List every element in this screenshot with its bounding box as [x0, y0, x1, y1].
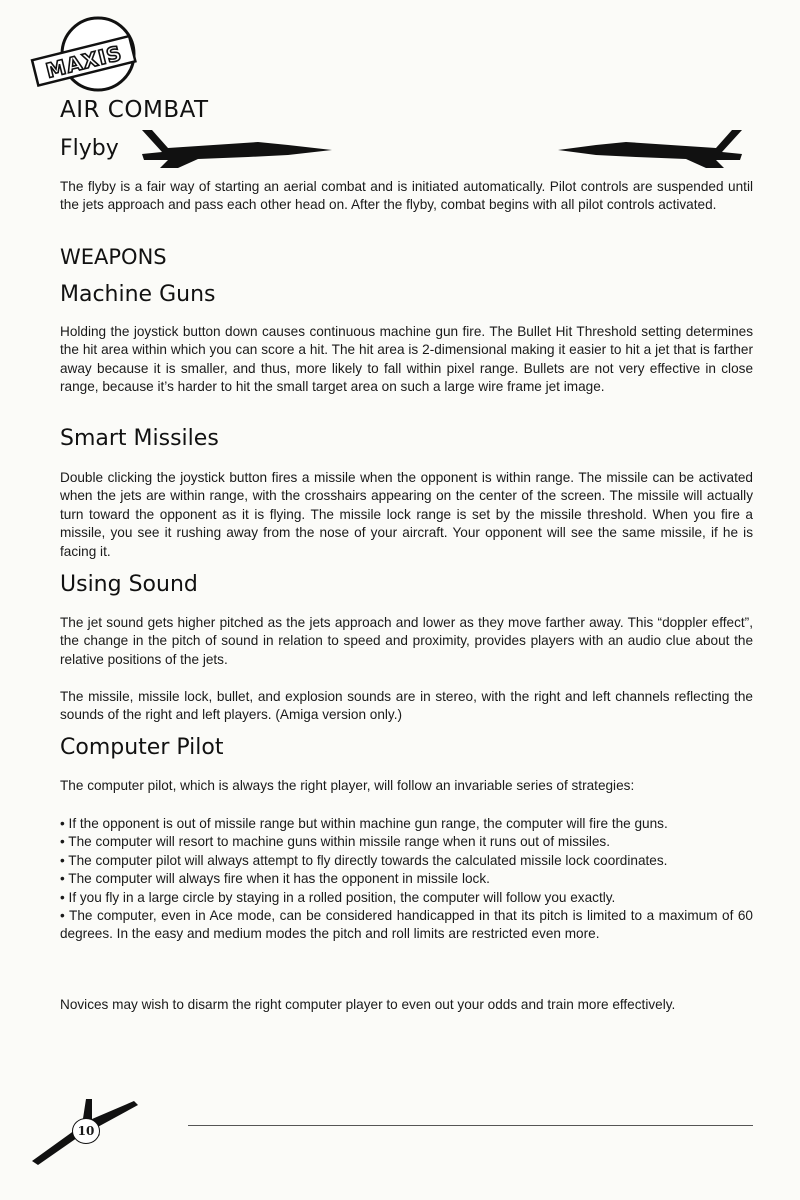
weapons-heading: WEAPONS	[60, 245, 167, 269]
list-item: • The computer will always fire when it has the opponent in missile lock.	[60, 871, 490, 887]
logo-text: MAXIS	[43, 40, 125, 83]
strategy-list	[60, 815, 753, 944]
list-item: • The computer, even in Ace mode, can be considered handicapped in that its pitch is limited to a maximum of 60 degrees. In the easy and medium modes the pitch and roll limits are restricted even more.	[60, 908, 753, 942]
smart-missiles-paragraph: Double clicking the joystick button fires a missile when the opponent is within range. The missile can be activated when the jets are within range, with the crosshairs appearing on the center of the screen. The missile will actually turn toward the opponent as it is flying. The missile lock range is set by the missile threshold. When you fire a missile, you see it rushing away from the nose of your aircraft. Your opponent will see the same missile, if he is facing it.	[60, 470, 753, 559]
machine-guns-heading: Machine Guns	[60, 282, 216, 307]
page-title: AIR COMBAT	[60, 97, 209, 123]
using-sound-paragraph-1: The jet sound gets higher pitched as the jets approach and lower as they move farther away. This “doppler effect”, the change in the pitch of sound in relation to speed and proximity, provides players with an audio clue about the relative positions of the jets.	[60, 615, 753, 667]
computer-pilot-heading: Computer Pilot	[60, 735, 224, 760]
computer-pilot-intro: The computer pilot, which is always the right player, will follow an invariable series of strategies:	[60, 778, 635, 793]
smart-missiles-heading: Smart Missiles	[60, 426, 219, 451]
footer-rule	[188, 1125, 753, 1126]
jet-silhouette-right-icon	[556, 128, 746, 172]
using-sound-heading: Using Sound	[60, 572, 198, 597]
flyby-heading: Flyby	[60, 136, 119, 161]
jet-silhouette-left-icon	[138, 128, 334, 172]
list-item: • If the opponent is out of missile range but within machine gun range, the computer will fire the guns.	[60, 816, 668, 831]
page-number-emblem	[30, 1095, 150, 1165]
list-item: • The computer will resort to machine guns within missile range when it runs out of missiles.	[60, 834, 610, 850]
machine-guns-paragraph: Holding the joystick button down causes continuous machine gun fire. The Bullet Hit Threshold setting determines the hit area within which you can score a hit. The hit area is 2-dimensional making it easier to hit a jet that is farther away because it is smaller, and thus, more likely to fall within pixel range. Bullets are not very effective in close range, because it’s harder to hit the small target area on such a large wire frame jet image.	[60, 324, 753, 395]
flyby-paragraph: The flyby is a fair way of starting an aerial combat and is initiated automatically. Pilot controls are suspended until the jets approach and pass each other head on. After the flyby, combat begins with all pilot controls activated.	[60, 179, 753, 213]
using-sound-paragraph-2: The missile, missile lock, bullet, and explosion sounds are in stereo, with the right and left channels reflecting the sounds of the right and left players. (Amiga version only.)	[60, 689, 753, 723]
list-item: • If you fly in a large circle by staying in a rolled position, the computer will follow you exactly.	[60, 889, 616, 905]
maxis-logo	[28, 14, 140, 98]
page-number: 10	[72, 1118, 100, 1144]
closing-paragraph: Novices may wish to disarm the right computer player to even out your odds and train more effectively.	[60, 997, 676, 1012]
list-item: • The computer pilot will always attempt to fly directly towards the calculated missile lock coordinates.	[60, 852, 668, 868]
